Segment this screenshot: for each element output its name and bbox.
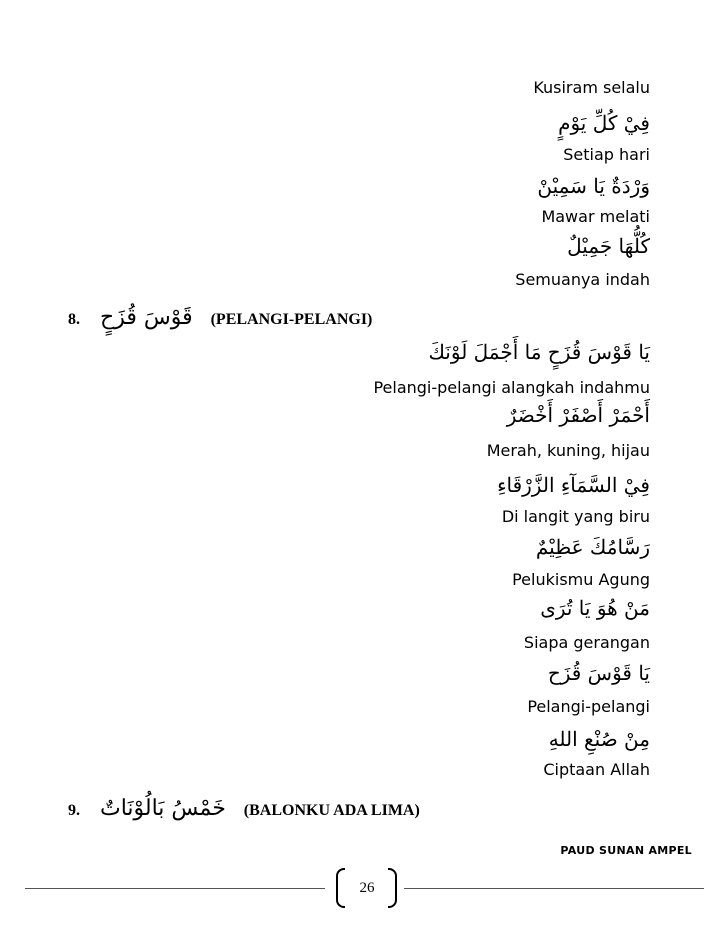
verse-line-arabic: يَا قَوْسَ قُزَحٍ مَا أَجْمَلَ لَوْنَكَ: [428, 340, 650, 364]
footer-rule-left: [25, 888, 325, 889]
verse-line-arabic: رَسَّامُكَ عَظِيْمٌ: [535, 535, 650, 559]
song-number: 9.: [68, 802, 80, 819]
song-title-arabic: خَمْسُ بَالُوْنَاتٌ: [100, 796, 226, 821]
verse-line-latin: Semuanya indah: [515, 270, 650, 289]
verse-line-arabic: يَا قَوْسَ قُزَح: [547, 661, 650, 685]
song-number: 8.: [68, 311, 80, 328]
verse-line-latin: Di langit yang biru: [501, 507, 650, 526]
verse-line-latin: Merah, kuning, hijau: [486, 441, 650, 460]
verse-line-arabic: فِيْ السَّمَآءِ الزَّرْقَاءِ: [497, 473, 650, 497]
song-title-latin: (PELANGI-PELANGI): [210, 311, 373, 328]
verse-line-latin: Setiap hari: [563, 145, 650, 164]
song-title-latin: (BALONKU ADA LIMA): [243, 802, 420, 819]
verse-line-arabic: مِنْ صُنْعِ اللهِ: [548, 727, 650, 751]
footer-brand: PAUD SUNAN AMPEL: [560, 844, 692, 857]
verse-line-latin: Pelukismu Agung: [512, 570, 650, 589]
song-heading: [68, 305, 372, 330]
footer-rule-right: [404, 888, 704, 889]
verse-line-latin: Siapa gerangan: [523, 633, 650, 652]
verse-line-latin: Mawar melati: [541, 207, 650, 226]
verse-line-arabic: أَحْمَرْ أَصْفَرْ أَخْضَرٌ: [506, 403, 650, 427]
verse-line-arabic: وَرْدَةٌ يَا سَمِيْنْ: [537, 174, 650, 198]
page-number: 26: [359, 880, 375, 896]
song-heading: [68, 796, 420, 821]
verse-line-latin: Pelangi-pelangi alangkah indahmu: [373, 378, 650, 397]
verse-line-arabic: فِيْ كُلِّ يَوْمٍ: [558, 111, 650, 135]
verse-line-latin: Ciptaan Allah: [543, 760, 650, 779]
verse-line-latin: Pelangi-pelangi: [527, 697, 650, 716]
verse-line-arabic: كُلُّهَا جَمِيْلٌ: [567, 234, 650, 258]
verse-line-arabic: مَنْ هُوَ يَا تُرَى: [540, 596, 650, 620]
song-title-arabic: قَوْسَ قُزَحٍ: [100, 305, 193, 330]
verse-line-latin: Kusiram selalu: [533, 78, 650, 97]
